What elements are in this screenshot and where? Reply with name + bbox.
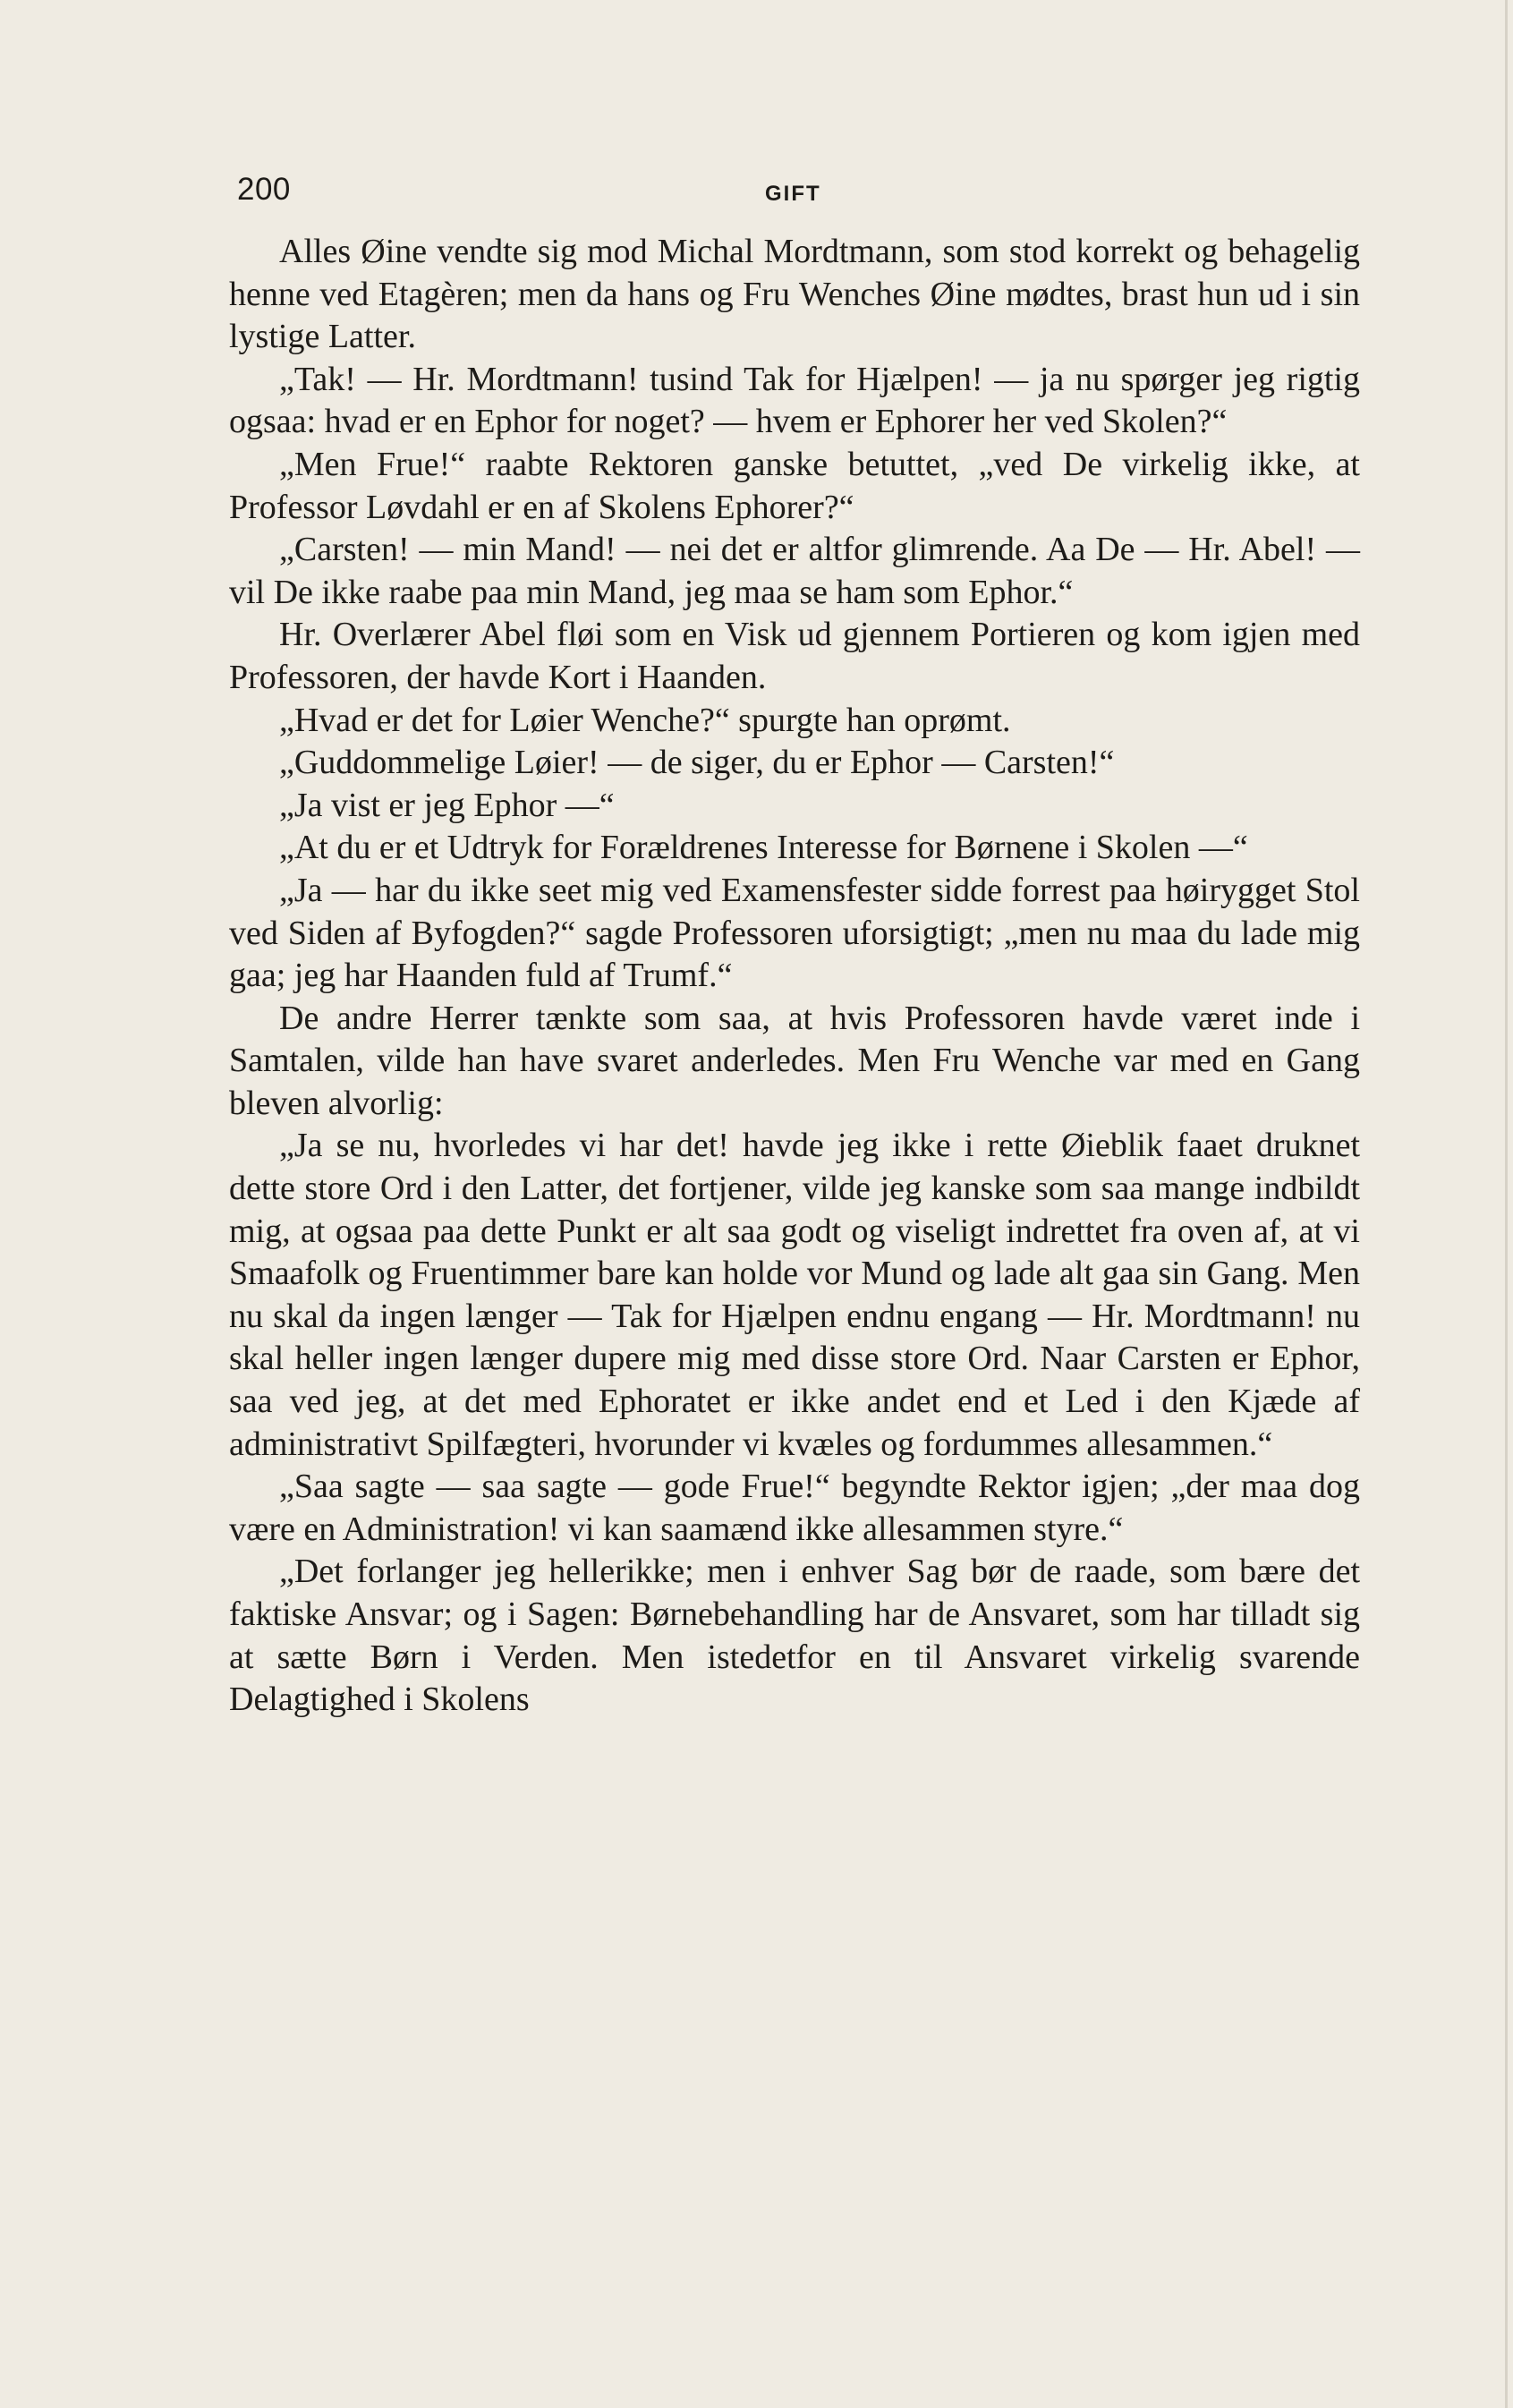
paragraph: „Guddommelige Løier! — de siger, du er Ephor — Carsten!“ (279, 744, 1115, 782)
paragraph: „Ja vist er jeg Ephor —“ (279, 786, 615, 824)
paragraph: „Carsten! — min Mand! — nei det er altfor glimrende. Aa De — Hr. Abel! — vil De ikke raabe paa min Mand, jeg maa se ham som Ephor.“ (229, 531, 1360, 611)
page-header (237, 172, 1364, 217)
paragraph: „Ja se nu, hvorledes vi har det! havde jeg ikke i rette Øieblik faaet druknet dette store Ord i den Latter, det fortjener, vilde jeg kanske som saa mange indbildt mig, at ogsaa paa dette Punkt er alt saa godt og viseligt indrettet fra oven af, at vi Smaafolk og Fruentimmer bare kan holde vor Mund og lade alt gaa sin Gang. Men nu skal da ingen længer — Tak for Hjælpen endnu engang — Hr. Mordtmann! nu skal heller ingen længer dupere mig med disse store Ord. Naar Carsten er Ephor, saa ved jeg, at det med Ephoratet er ikke andet end et Led i den Kjæde af administrativt Spilfægteri, hvorunder vi kvæles og fordummes allesammen.“ (229, 1127, 1360, 1463)
page-edge (1505, 0, 1508, 2408)
paragraph: „Ja — har du ikke seet mig ved Examensfester sidde forrest paa høirygget Stol ved Siden af Byfogden?“ sagde Professoren uforsigtigt; „men nu maa du lade mig gaa; jeg har Haanden fuld af Trumf.“ (229, 871, 1360, 995)
paragraph: „Tak! — Hr. Mordtmann! tusind Tak for Hjælpen! — ja nu spørger jeg rigtig ogsaa: hvad er en Ephor for noget? — hvem er Ephorer her ved Skolen?“ (229, 360, 1360, 441)
paragraph: „Det forlanger jeg hellerikke; men i enhver Sag bør de raade, som bære det faktiske Ansvar; og i Sagen: Børnebehandling har de Ansvaret, som har tilladt sig at sætte Børn i Verden. Men istedetfor en til Ansvaret virkelig svarende Delagtighed i Skolens (229, 1553, 1360, 1719)
paragraph: „Hvad er det for Løier Wenche?“ spurgte han oprømt. (279, 701, 1011, 739)
paragraph: „At du er et Udtryk for Forældrenes Interesse for Børnene i Skolen —“ (279, 829, 1248, 867)
paragraph: „Men Frue!“ raabte Rektoren ganske betuttet, „ved De virkelig ikke, at Professor Løvdahl er en af Skolens Ephorer?“ (229, 445, 1360, 526)
page-number: 200 (237, 172, 291, 207)
paragraph: Alles Øine vendte sig mod Michal Mordtmann, som stod korrekt og behagelig henne ved Etagèren; men da hans og Fru Wenches Øine mødtes, brast hun ud i sin lystige Latter. (229, 233, 1360, 356)
paragraph: „Saa sagte — saa sagte — gode Frue!“ begyndte Rektor igjen; „der maa dog være en Administration! vi kan saamænd ikke allesammen styre.“ (229, 1468, 1360, 1548)
running-title: GIFT (765, 182, 821, 206)
body-text (229, 231, 1360, 1722)
paragraph: Hr. Overlærer Abel fløi som en Visk ud gjennem Portieren og kom igjen med Professoren, der havde Kort i Haanden. (229, 616, 1360, 696)
paragraph: De andre Herrer tænkte som saa, at hvis Professoren havde været inde i Samtalen, vilde han have svaret anderledes. Men Fru Wenche var med en Gang bleven alvorlig: (229, 999, 1360, 1122)
